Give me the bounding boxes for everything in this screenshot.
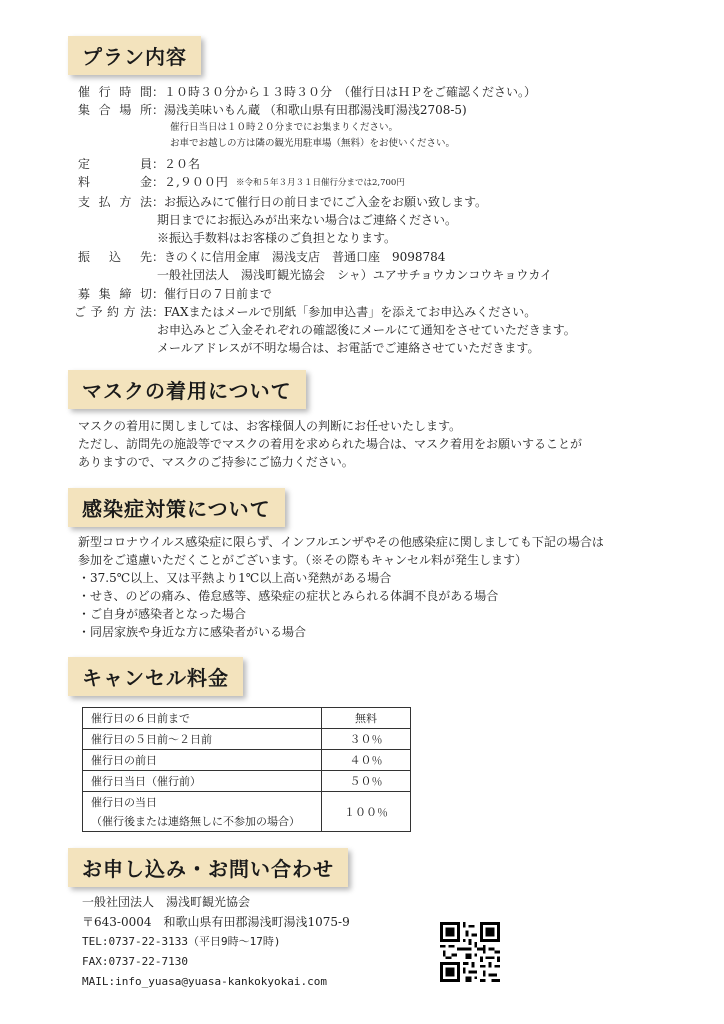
contact-fax: FAX:0737-22-7130 (82, 955, 188, 968)
contact-heading: お申し込み・お問い合わせ (68, 848, 348, 887)
cancel-when: 催行日の５日前～２日前 (83, 729, 322, 750)
booking-line-3: メールアドレスが不明な場合は、お電話でご連絡させていただきます。 (157, 341, 540, 355)
qr-code-icon[interactable] (440, 922, 500, 982)
mask-line-2: ただし、訪問先の施設等でマスクの着用を求められた場合は、マスク着用をお願いすることが (78, 437, 583, 451)
cancel-fee: ４０％ (322, 750, 411, 771)
deadline-value: ：催行日の７日前まで (152, 287, 273, 301)
mask-line-3: ありますので、マスクのご持参にご協力ください。 (78, 455, 354, 469)
place-value: ：湯浅美味いもん蔵 （和歌山県有田郡湯浅町湯浅2708-5) (152, 103, 467, 117)
infection-line-2: 参加をご遠慮いただくことがございます。（※その際もキャンセル料が発生します） (78, 553, 528, 567)
fee-value: ：２,９００円 (152, 175, 228, 189)
contact-address: 〒643-0004 和歌山県有田郡湯浅町湯浅1075-9 (82, 915, 350, 929)
meeting-note-2: お車でお越しの方は隣の観光用駐車場（無料）をお使いください。 (170, 138, 456, 149)
cancel-fee-last: １００％ (322, 792, 411, 832)
place-label: 集合場所 (78, 103, 152, 117)
payment-line-3: ※振込手数料はお客様のご負担となります。 (157, 231, 397, 245)
bank-label: 振 込 先 (78, 250, 152, 264)
table-row (83, 729, 411, 750)
fee-note: ※令和５年３月３１日催行分までは2,700円 (236, 178, 405, 188)
meeting-note-1: 催行日当日は１０時２０分までにお集まりください。 (170, 122, 399, 133)
payment-line-2: 期日までにお振込みが出来ない場合はご連絡ください。 (157, 213, 458, 227)
bank-line-2: 一般社団法人 湯浅町観光協会 シャ）ユアサチョウカンコウキョウカイ (157, 268, 553, 282)
time-label: 催行時間 (78, 85, 152, 99)
infection-bullet-1: ・37.5℃以上、又は平熱より1℃以上高い発熱がある場合 (78, 571, 392, 585)
time-value: ：１０時３０分から１３時３０分 （催行日はＨＰをご確認ください。） (152, 85, 537, 99)
cancel-when-last-line-2: （催行後または連絡無しに不参加の場合） (91, 815, 300, 828)
payment-line-1: ：お振込みにて催行日の前日までにご入金をお願い致します。 (152, 195, 488, 209)
infection-line-1: 新型コロナウイルス感染症に限らず、インフルエンザやその他感染症に関しましても下記の場合は (78, 535, 604, 549)
table-row (83, 792, 411, 832)
capacity-value: ：２０名 (152, 157, 201, 171)
contact-mail[interactable]: MAIL:info_yuasa@yuasa-kankokyokai.com (82, 975, 328, 988)
table-row (83, 771, 411, 792)
cancel-fee-table (82, 707, 411, 832)
cancel-fee: ３０％ (322, 729, 411, 750)
infection-bullet-2: ・せき、のどの痛み、倦怠感等、感染症の症状とみられる体調不良がある場合 (78, 589, 499, 603)
table-row (83, 750, 411, 771)
fee-label: 料 金 (78, 175, 152, 189)
cancel-when-last-line-1: 催行日の当日 (91, 796, 157, 809)
contact-tel: TEL:0737-22-3133（平日9時～17時) (82, 935, 281, 948)
cancel-when: 催行日当日（催行前） (83, 771, 322, 792)
mask-heading: マスクの着用について (68, 370, 306, 409)
infection-bullet-4: ・同居家族や身近な方に感染者がいる場合 (78, 625, 307, 639)
bank-line-1: ：きのくに信用金庫 湯浅支店 普通口座 9098784 (152, 250, 446, 264)
cancel-when: 催行日の前日 (83, 750, 322, 771)
capacity-label: 定 員 (78, 157, 152, 171)
payment-label: 支払方法 (78, 195, 152, 209)
booking-line-1: ：FAXまたはメールで別紙「参加申込書」を添えてお申込みください。 (152, 305, 537, 319)
table-row (83, 708, 411, 729)
booking-line-2: お申込みとご入金それぞれの確認後にメールにて通知をさせていただきます。 (157, 323, 576, 337)
infection-heading: 感染症対策について (68, 488, 285, 527)
cancel-when: 催行日の６日前まで (83, 708, 322, 729)
mask-line-1: マスクの着用に関しましては、お客様個人の判断にお任せいたします。 (78, 419, 462, 433)
infection-bullet-3: ・ご自身が感染者となった場合 (78, 607, 247, 621)
cancel-when-last (83, 792, 322, 832)
plan-heading: プラン内容 (68, 36, 201, 75)
contact-org: 一般社団法人 湯浅町観光協会 (82, 895, 251, 909)
cancel-heading: キャンセル料金 (68, 657, 243, 696)
cancel-fee: ５０％ (322, 771, 411, 792)
deadline-label: 募集締切 (78, 287, 152, 301)
cancel-fee: 無料 (322, 708, 411, 729)
booking-label: ご予約方法 (74, 305, 152, 319)
